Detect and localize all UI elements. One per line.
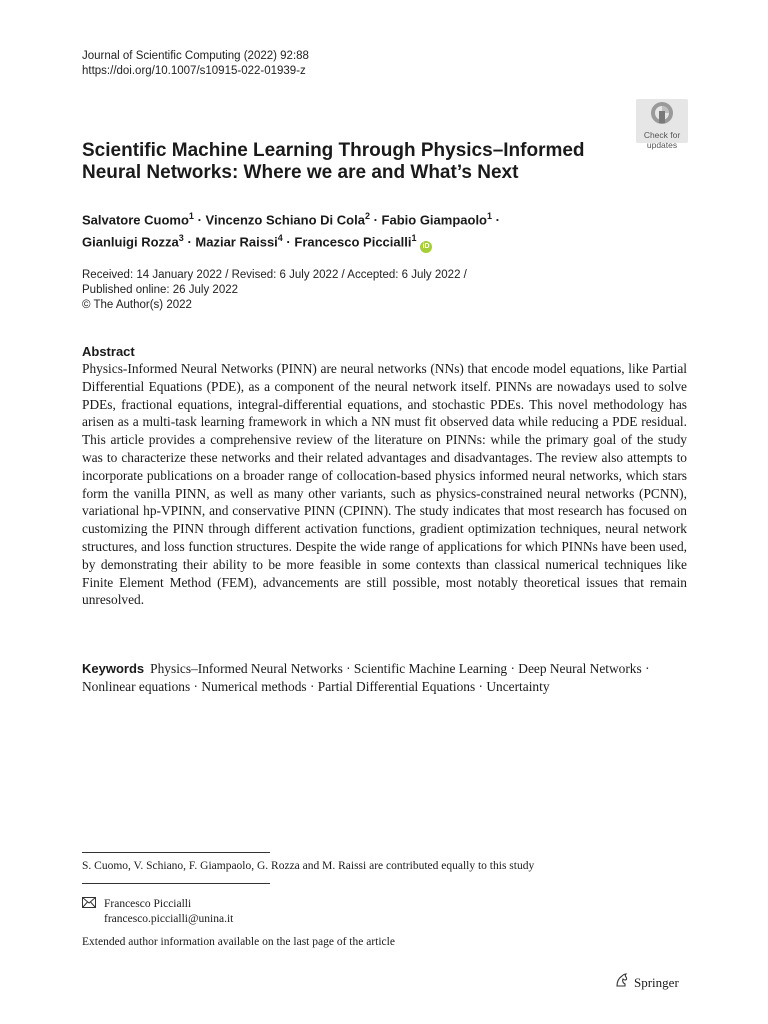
copyright: © The Author(s) 2022 xyxy=(82,299,192,311)
affiliation-marker: 2 xyxy=(364,211,370,221)
affiliation-marker: 3 xyxy=(178,233,184,244)
author-name[interactable]: Maziar Raissi xyxy=(195,234,278,250)
publication-dates xyxy=(82,268,467,313)
springer-logo xyxy=(614,972,679,993)
author-separator: · xyxy=(495,212,500,228)
doi-link[interactable]: https://doi.org/10.1007/s10915-022-01939-z xyxy=(82,65,306,77)
equal-contribution-note: S. Cuomo, V. Schiano, F. Giampaolo, G. Rozza and M. Raissi are contributed equally to this study xyxy=(82,860,535,872)
envelope-icon xyxy=(82,897,98,913)
title-line-2: Neural Networks: Where we are and What’s Next xyxy=(82,162,519,183)
title-line-1: Scientific Machine Learning Through Physics–Informed xyxy=(82,140,585,161)
updates-label: updates xyxy=(646,139,678,150)
keywords xyxy=(82,660,687,696)
author-separator: · xyxy=(373,212,378,228)
author-list xyxy=(82,207,682,253)
author-name[interactable]: Gianluigi Rozza xyxy=(82,234,179,250)
check-for-label: Check for xyxy=(643,130,681,140)
affiliation-marker: 1 xyxy=(411,233,417,244)
extended-author-info: Extended author information available on the last page of the article xyxy=(82,936,395,948)
paper-title xyxy=(82,140,642,184)
abstract-text: Physics-Informed Neural Networks (PINN) are neural networks (NNs) that encode model equations, like Partial Differential Equations (PDE), as a component of the neural network itself. PINNs are nowadays used to solve PDEs, fractional equations, integral-differential equations, and stochastic PDEs. This novel methodology has arisen as a multi-task learning framework in which a NN must fit observed data while reducing a PDE residual. This article provides a comprehensive review of the literature on PINNs: while the primary goal of the study was to characterize these networks and their related advantages and disadvantages. The review also attempts to incorporate publications on a broader range of collocation-based physics informed neural networks, which stars form the vanilla PINN, as well as many other variants, such as physics-constrained neural networks (PCNN), variational hp-VPINN, and conservative PINN (CPINN). The study indicates that most research has focused on customizing the PINN through different activation functions, gradient optimization techniques, neural network structures, and loss function structures. Despite the wide range of applications for which PINNs have been used, by demonstrating their ability to be more feasible in some contexts than classical numerical techniques like Finite Element Method (FEM), advancements are still possible, most notably theoretical issues that remain unresolved. xyxy=(82,361,687,608)
orcid-icon[interactable]: iD xyxy=(420,241,432,253)
footnote-rule xyxy=(82,852,270,853)
affiliation-marker: 4 xyxy=(277,233,283,244)
published-online: Published online: 26 July 2022 xyxy=(82,284,239,296)
received-revised-accepted: Received: 14 January 2022 / Revised: 6 July 2022 / Accepted: 6 July 2022 / xyxy=(82,269,467,281)
contact-name: Francesco Piccialli xyxy=(104,898,192,910)
author-name[interactable]: Fabio Giampaolo xyxy=(381,212,488,228)
author-name[interactable]: Francesco Piccialli xyxy=(294,234,412,250)
crossmark-icon xyxy=(650,99,674,130)
affiliation-marker: 1 xyxy=(487,211,493,221)
abstract-heading: Abstract xyxy=(82,344,135,359)
keywords-text: Physics–Informed Neural Networks · Scientific Machine Learning · Deep Neural Networks · Nonlinear equations · Numerical methods · Partial Differential Equations · Uncertainty xyxy=(82,661,650,694)
author-separator: · xyxy=(197,212,202,228)
author-separator: · xyxy=(187,234,192,250)
affiliation-marker: 1 xyxy=(188,211,194,221)
publisher-name: Springer xyxy=(634,974,679,990)
footnote-rule xyxy=(82,883,270,884)
author-separator: · xyxy=(286,234,291,250)
contact-email[interactable]: francesco.piccialli@unina.it xyxy=(104,913,234,925)
springer-horse-icon xyxy=(614,972,634,993)
author-name[interactable]: Salvatore Cuomo xyxy=(82,212,189,228)
check-for-updates-badge[interactable] xyxy=(636,99,688,150)
author-name[interactable]: Vincenzo Schiano Di Cola xyxy=(205,212,365,228)
corresponding-author xyxy=(82,897,233,927)
journal-header xyxy=(82,49,309,79)
journal-citation: Journal of Scientific Computing (2022) 92:88 xyxy=(82,50,309,62)
keywords-label: Keywords xyxy=(82,661,145,676)
